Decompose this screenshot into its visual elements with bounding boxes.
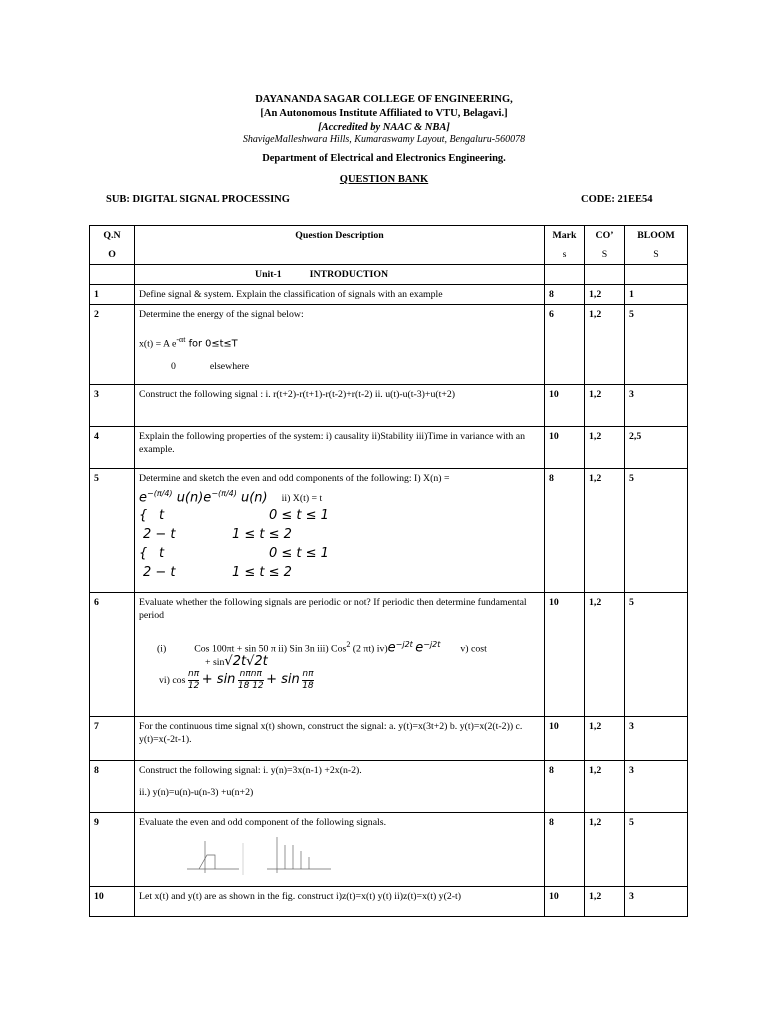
piece-expr: t: [159, 546, 165, 562]
exp-e2-sup: −j2t: [423, 640, 441, 649]
fraction-2: [238, 669, 264, 692]
marks-cell: 6: [545, 305, 585, 385]
co-cell: 1,2: [585, 285, 625, 305]
table-row: [90, 717, 688, 761]
bloom-cell: 5: [625, 593, 688, 717]
bloom-cell: 2,5: [625, 427, 688, 469]
unit-blank: [90, 265, 135, 285]
header-bloom-l1: BLOOM: [637, 230, 675, 241]
table-row: [90, 427, 688, 469]
eq-range: for 0≤t≤T: [185, 338, 238, 350]
piece-range: 1 ≤ t ≤ 2: [232, 565, 292, 581]
co-cell: 1,2: [585, 813, 625, 887]
marks-cell: 10: [545, 385, 585, 427]
qno-cell: 10: [90, 887, 135, 917]
question-text: Construct the following signal : i. r(t+2)-r(t+1)-r(t-2)+r(t-2) ii. u(t)-u(t-3)+u(t+2): [135, 385, 545, 427]
bloom-cell: 5: [625, 813, 688, 887]
header-cos-l2: S: [601, 249, 608, 260]
header-qno: [90, 226, 135, 265]
header-marks-l2: s: [562, 249, 567, 260]
marks-cell: 10: [545, 427, 585, 469]
header-description: Question Description: [135, 226, 545, 265]
fraction-1: [188, 669, 199, 692]
formula-line: $e^{-(\pi/4)}$ $u(n)e^{-(\pi/4)}$ u(n) ii) X(t) = t: [139, 489, 323, 506]
doc-title: QUESTION BANK: [339, 174, 429, 185]
fraction-1-num: nπ: [188, 669, 200, 680]
subject-code: CODE: 21EE54: [581, 194, 653, 205]
formula-part1: u(n)e: [176, 490, 212, 506]
fraction-3-den: 18: [302, 681, 314, 692]
piece-row: { t 0 ≤ t ≤ 1: [139, 508, 329, 524]
question-text: Let x(t) and y(t) are as shown in the fig. construct i)z(t)=x(t) y(t) ii)z(t)=x(t) y(2-t): [135, 887, 545, 917]
exp-e1: e: [387, 640, 396, 656]
table-row: [90, 469, 688, 593]
table-header-row: [90, 226, 688, 265]
question-text: For the continuous time signal x(t) shown, construct the signal: a. y(t)=x(3t+2) b. y(t)=x(2(t-2)) c. y(t)=x(-2t-1).: [135, 717, 545, 761]
bloom-cell: 3: [625, 717, 688, 761]
header-marks: [545, 226, 585, 265]
question-bank-table: [89, 225, 688, 917]
plus-sin: + sin: [205, 657, 225, 669]
signal-figures: [181, 833, 381, 879]
eq-zero: 0: [171, 361, 176, 373]
table-row: [90, 593, 688, 717]
unit-row: [90, 265, 688, 285]
fraction-1-den: 12: [187, 681, 200, 692]
question-text-block: [135, 761, 545, 813]
piece-range: 0 ≤ t ≤ 1: [269, 508, 329, 524]
bloom-cell: 3: [625, 761, 688, 813]
table-row: [90, 285, 688, 305]
question-text-block: [135, 593, 545, 717]
bloom-cell: 5: [625, 469, 688, 593]
piece-row: [139, 563, 540, 582]
formula-ii: ii) X(t) = t: [281, 493, 323, 505]
piece-row: [139, 525, 540, 544]
eq-lhs: x(t) = A e: [139, 338, 177, 350]
co-cell: 1,2: [585, 469, 625, 593]
bloom-cell: 5: [625, 305, 688, 385]
question-text: Construct the following signal: i. y(n)=3x(n-1) +2x(n-2).: [139, 765, 362, 776]
bloom-cell: 3: [625, 887, 688, 917]
unit-heading: [135, 265, 545, 285]
co-cell: 1,2: [585, 887, 625, 917]
item-label: (i): [157, 643, 167, 655]
question-text-block: [135, 305, 545, 385]
college-name: DAYANANDA SAGAR COLLEGE OF ENGINEERING,: [255, 94, 513, 105]
item-vi: vi) cos: [159, 675, 186, 687]
department-name: Department of Electrical and Electronics Engineering.: [262, 153, 506, 164]
piece-expr: t: [159, 508, 165, 524]
question-text: Determine the energy of the signal below:: [139, 309, 304, 320]
marks-cell: 8: [545, 285, 585, 305]
piece-range: 1 ≤ t ≤ 2: [232, 527, 292, 543]
unit-label: Unit-1: [255, 269, 282, 280]
item-sup: 2: [346, 640, 351, 649]
plus-sin-2: + sin: [266, 672, 300, 688]
unit-blank-b: [625, 265, 688, 285]
question-text: Evaluate whether the following signals are periodic or not? If periodic then determine fundamental period: [139, 597, 527, 621]
header-cos: [585, 226, 625, 265]
signal-list-line: [139, 638, 540, 655]
plus-sin-1: + sin: [201, 672, 236, 688]
eq-elsewhere: elsewhere: [209, 361, 250, 373]
marks-cell: 10: [545, 887, 585, 917]
autonomous-line: [An Autonomous Institute Affiliated to VTU, Belagavi.]: [260, 108, 508, 119]
header-bloom: [625, 226, 688, 265]
eq-exponent: -αt: [176, 335, 186, 344]
header-qno-l1: Q.N: [103, 230, 121, 241]
piecewise-block: [139, 506, 540, 582]
qno-cell: 7: [90, 717, 135, 761]
bloom-cell: 1: [625, 285, 688, 305]
question-text: Determine and sketch the even and odd components of the following: I) X(n) =: [139, 473, 450, 484]
qno-cell: 4: [90, 427, 135, 469]
question-text: Evaluate the even and odd component of the following signals.: [139, 817, 387, 828]
qno-cell: 9: [90, 813, 135, 887]
fraction-3-num: nπ: [302, 669, 314, 680]
marks-cell: 8: [545, 469, 585, 593]
exp-e2: e: [415, 640, 424, 656]
accreditation-line: [Accredited by NAAC & NBA]: [318, 122, 450, 133]
piece-range: 0 ≤ t ≤ 1: [269, 546, 329, 562]
qno-cell: 6: [90, 593, 135, 717]
unit-title: INTRODUCTION: [309, 269, 389, 280]
fraction-line: [139, 669, 540, 692]
question-text: Explain the following properties of the system: i) causality ii)Stability iii)Time in variance with an example.: [135, 427, 545, 469]
item-text2: (2 πt) iv): [350, 643, 388, 655]
figure-xt: [187, 841, 239, 873]
co-cell: 1,2: [585, 427, 625, 469]
qno-cell: 3: [90, 385, 135, 427]
co-cell: 1,2: [585, 761, 625, 813]
formula-part2: u(n): [241, 490, 268, 506]
qno-cell: 8: [90, 761, 135, 813]
marks-cell: 8: [545, 813, 585, 887]
item-v: v) cost: [460, 643, 487, 655]
subject-label: SUB: DIGITAL SIGNAL PROCESSING: [106, 194, 290, 205]
co-cell: 1,2: [585, 717, 625, 761]
header-qno-l2: O: [108, 249, 116, 260]
equation-else-line: [139, 360, 540, 373]
marks-cell: 8: [545, 761, 585, 813]
piece-row: { t 0 ≤ t ≤ 1: [139, 546, 329, 562]
header-bloom-l2: S: [653, 249, 659, 260]
marks-cell: 10: [545, 593, 585, 717]
bloom-cell: 3: [625, 385, 688, 427]
sqrt-line: [139, 655, 540, 669]
marks-cell: 10: [545, 717, 585, 761]
qno-cell: 2: [90, 305, 135, 385]
qno-cell: 1: [90, 285, 135, 305]
piece-expr: 2 − t: [143, 565, 176, 581]
header-cos-l1: CO’: [595, 230, 614, 241]
fraction-2-den: 18 12: [237, 681, 264, 692]
table-row: [90, 813, 688, 887]
table-row: [90, 305, 688, 385]
equation-line: [139, 333, 540, 350]
table-row: [90, 761, 688, 813]
question-text-block: [135, 469, 545, 593]
table-row: [90, 887, 688, 917]
table-row: [90, 385, 688, 427]
sqrt-expr: √2t√2t: [224, 654, 268, 670]
question-text-2: ii.) y(n)=u(n)-u(n-3) +u(n+2): [139, 787, 254, 798]
fraction-3: [302, 669, 313, 692]
fraction-2-num: nπnπ: [239, 669, 262, 680]
unit-blank-c: [585, 265, 625, 285]
unit-blank-m: [545, 265, 585, 285]
item-text: Cos 100πt + sin 50 π ii) Sin 3n iii) Cos: [194, 643, 347, 655]
qno-cell: 5: [90, 469, 135, 593]
question-text: Define signal & system. Explain the classification of signals with an example: [135, 285, 545, 305]
piece-expr: 2 − t: [143, 527, 176, 543]
question-text-block: [135, 813, 545, 887]
co-cell: 1,2: [585, 385, 625, 427]
header-marks-l1: Mark: [552, 230, 577, 241]
college-address: ShavigeMalleshwara Hills, Kumaraswamy Layout, Bengaluru-560078: [242, 134, 526, 145]
figure-xn: [267, 837, 331, 873]
co-cell: 1,2: [585, 593, 625, 717]
exp-e1-sup: −j2t: [395, 640, 413, 649]
co-cell: 1,2: [585, 305, 625, 385]
